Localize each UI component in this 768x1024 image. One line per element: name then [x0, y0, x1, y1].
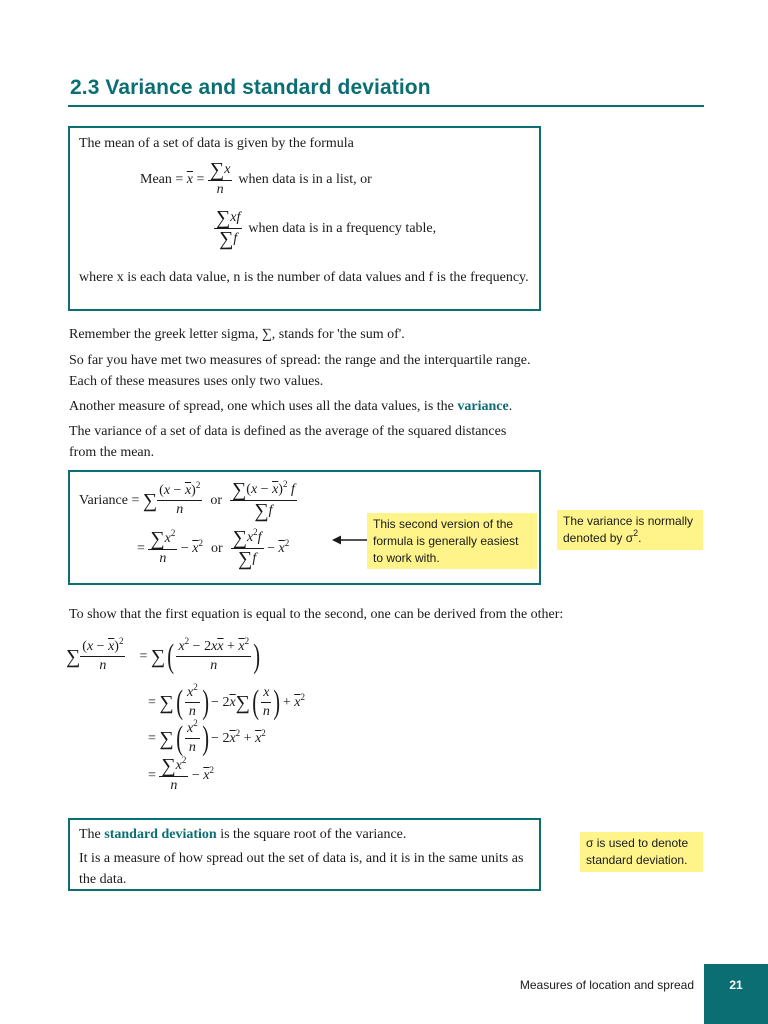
- derivation-line-4: = $\frac{\sum x^2}{n}$ − $\overline{x}^2$: [148, 755, 215, 793]
- another-pre: Another measure of spread, one which uses all the data values, is the: [69, 399, 458, 414]
- mean-formula-box: [68, 126, 541, 311]
- sd-pre: The: [79, 827, 105, 842]
- standard-deviation-box: [68, 818, 541, 891]
- mean-label: Mean: [140, 171, 172, 187]
- sigma-squared-note: The variance is normally denoted by $\sigma^2$.: [557, 510, 703, 550]
- sigma-note: Remember the greek letter sigma, ∑, stands for 'the sum of'.: [69, 327, 405, 342]
- mean-list-formula: [140, 160, 372, 199]
- mean-list-fraction: $\frac{\sum x}{n}$: [209, 159, 231, 197]
- page-title: 2.3 Variance and standard deviation: [70, 76, 431, 99]
- sd-line-2: It is a measure of how spread out the set of data is, and it is in the same units as the data.: [79, 851, 524, 887]
- variance-fraction-1: $\frac{(x - \overline{x})^2}{n}$: [159, 480, 201, 517]
- variance-fraction-2: $\frac{\sum(x - \overline{x})^2 f}{\sum f}$: [232, 479, 295, 522]
- variance-formula-box: [68, 470, 541, 585]
- mean-list-text: when data is in a list, or: [238, 171, 372, 187]
- mean-freq-text: when data is in a frequency table,: [248, 220, 437, 236]
- spread-line-1: So far you have met two measures of spread: the range and the interquartile range.: [69, 353, 531, 368]
- variance-fraction-3: $\frac{\sum x^2}{n}$: [150, 528, 176, 566]
- or-text-1: or: [210, 492, 222, 508]
- mean-freq-fraction: $\frac{\sum xf}{\sum f}$: [216, 207, 241, 250]
- definition-line-1: The variance of a set of data is defined as the average of the squared distances: [69, 424, 507, 439]
- derive-text: To show that the first equation is equal to the second, one can be derived from the other:: [69, 607, 564, 622]
- or-text-2: or: [211, 540, 223, 556]
- mean-where-text: where x is each data value, n is the number of data values and f is the frequency.: [79, 270, 529, 285]
- second-version-note: This second version of the formula is generally easiest to work with.: [367, 513, 537, 569]
- variance-formula-line-2: = $\frac{\sum x^2}{n}$ − $\overline{x}^2$ or $\frac{\sum x^2f}{\sum f}$ − $\overline{x}^2$: [137, 527, 290, 570]
- sigma-squared-suffix: .: [638, 531, 642, 545]
- footer-section-title: Measures of location and spread: [519, 978, 694, 992]
- sd-line-1: [79, 824, 406, 845]
- derivation-line-3: = ∑ ( $\frac{x^2}{n}$ ) − $2\overline{x}^2 + \overline{x}^2$: [148, 718, 266, 757]
- standard-deviation-term: standard deviation: [104, 827, 217, 842]
- sigma-std-note: σ is used to denote standard deviation.: [580, 832, 703, 872]
- page-number: 21: [704, 964, 768, 1024]
- sigma-squared-prefix: The variance is normally denoted by σ: [563, 514, 694, 545]
- derivation-line-2: = ∑ ( $\frac{x^2}{n}$ ) − $2\overline{x}$ ∑ ( $\frac{x}{n}$ ) + $\overline{x}^2$: [148, 682, 305, 721]
- derivation-line-1: ∑ $\frac{(x - \overline{x})^2}{n}$ = ∑ ( $\frac{x^2 - 2x\overline{x} + \overline{x}^2}{n}$ ): [66, 636, 261, 675]
- variance-label: Variance: [79, 492, 128, 508]
- variance-fraction-4: $\frac{\sum x^2f}{\sum f}$: [232, 527, 262, 570]
- another-measure: [69, 396, 512, 417]
- mean-equals: = $\overline{x}$ =: [171, 171, 208, 187]
- arrow-icon: [332, 534, 370, 546]
- title-rule: [68, 105, 704, 107]
- definition-line-2: from the mean.: [69, 445, 155, 460]
- variance-formula-line-1: Variance = ∑ $\frac{(x - \overline{x})^2}{n}$ or $\frac{\sum(x - \overline{x})^2 f}{\sum f}$: [79, 479, 295, 522]
- sd-post: is the square root of the variance.: [216, 827, 407, 842]
- spread-line-2: Each of these measures uses only two values.: [69, 374, 324, 389]
- variance-term: variance: [457, 399, 509, 414]
- mean-intro: The mean of a set of data is given by the formula: [79, 136, 354, 151]
- mean-freq-formula: [214, 208, 436, 249]
- another-post: .: [508, 399, 513, 414]
